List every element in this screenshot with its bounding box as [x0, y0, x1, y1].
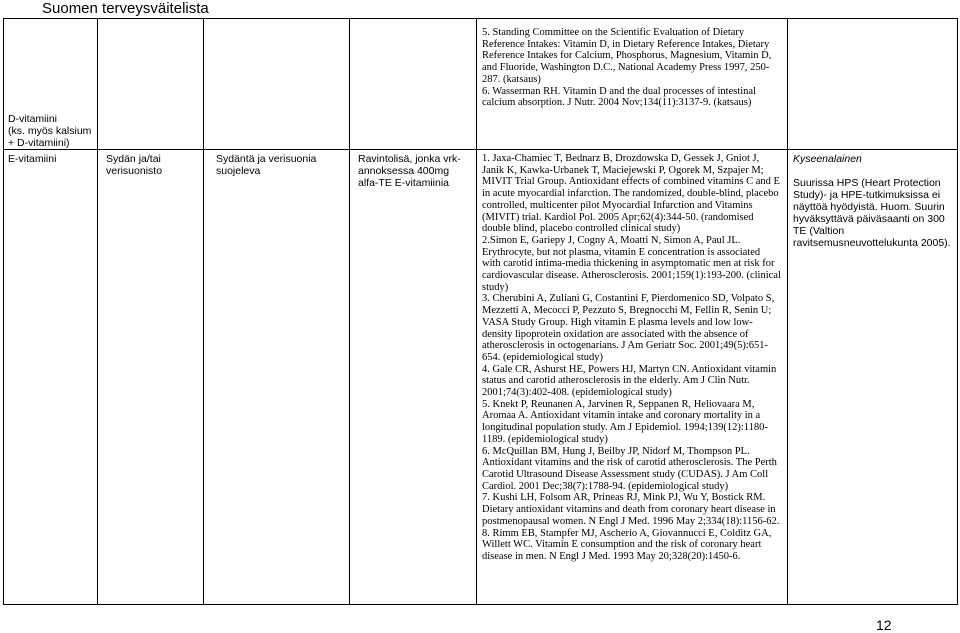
- cell-nutrient-vitamin-d: [4, 19, 98, 150]
- cell-empty: [350, 19, 477, 150]
- condition-text: Ravintolisä, jonka vrk-annoksessa 400mg alfa-TE E-vitamiinia: [358, 153, 461, 189]
- cell-empty: [788, 19, 958, 150]
- nutrient-name: E-vitamiini: [8, 153, 57, 165]
- cell-empty: [98, 19, 204, 150]
- health-claims-table: [3, 18, 958, 605]
- page-number: 12: [876, 617, 892, 633]
- cell-target: [98, 150, 204, 605]
- nutrient-note: (ks. myös kalsium: [8, 125, 92, 137]
- reference-item: 3. Cherubini A, Zuliani G, Costantini F, Pierdomenico SD, Volpato S, Mezzetti A, Mecocci P, Pezzuto S, Bregnocchi M, Fellin R, Senin U; VASA Study Group. High vitamin E plasma levels and low low-density lipoprotein oxidation are associated with the absence of atherosclerosis in octogenarians. J Am Geriatr Soc. 2001;49(5):651-654. (epidemiological study): [482, 293, 775, 363]
- nutrient-name: D-vitamiini: [8, 113, 58, 125]
- cell-claim: [204, 150, 350, 605]
- reference-item: 2.Simon E, Gariepy J, Cogny A, Moatti N, Simon A, Paul JL. Erythrocyte, but not plasma, vitamin E concentration is associated with carotid intima-media thickening in asymptomatic men at risk for cardiovascular disease. Atherosclerosis. 2001;159(1):193-200. (clinical study): [482, 234, 781, 293]
- cell-nutrient-vitamin-e: [4, 150, 98, 605]
- evaluation-text: Suurissa HPS (Heart Protection Study)- ja HPE-tutkimuksissa ei näyttöä hyödyistä. Huom. Suurin hyväksyttävä päiväsaanti on 300 TE (Valtion ravitsemusneuvottelukunta 2005).: [793, 177, 951, 249]
- reference-item: 6. Wasserman RH. Vitamin D and the dual processes of intestinal calcium absorption. J Nutr. 2004 Nov;134(11):3137-9. (katsaus): [482, 85, 756, 109]
- cell-references-vitamin-e: [477, 150, 788, 605]
- cell-evaluation: [788, 150, 958, 605]
- reference-item: 1. Jaxa-Chamiec T, Bednarz B, Drozdowska D, Gessek J, Gniot J, Janik K, Kawka-Urbanek T, Maciejewski P, Ogorek M, Szpajer M; MIVIT Trial Group. Antioxidant effects of combined vitamins C and E in acute myocardial infarction. The randomized, double-blind, placebo controlled, multicenter pilot Myocardial Infarction and Vitamins (MIVIT) trial. Kardiol Pol. 2005 Apr;62(4):344-50. (randomised double blind, placebo controlled clinical study): [482, 153, 780, 235]
- reference-item: 6. McQuillan BM, Hung J, Beilby JP, Nidorf M, Thompson PL. Antioxidant vitamins and the risk of carotid atherosclerosis. The Perth Carotid Ultrasound Disease Assessment study (CUDAS). J Am Coll Cardiol. 2001 Dec;38(7):1788-94. (epidemiological study): [482, 445, 777, 492]
- claim-text: Sydäntä ja verisuonia suojeleva: [216, 153, 317, 177]
- cell-condition: [350, 150, 477, 605]
- table-row-vitamin-d: [4, 19, 958, 150]
- reference-item: 8. Rimm EB, Stampfer MJ, Ascherio A, Giovannucci E, Colditz GA, Willett WC. Vitamin E consumption and the risk of coronary heart disease in men. N Engl J Med. 1993 May 20;328(20):1450-6.: [482, 527, 772, 562]
- evaluation-title: Kyseenalainen: [793, 153, 862, 165]
- reference-item: 4. Gale CR, Ashurst HE, Powers HJ, Martyn CN. Antioxidant vitamin status and carotid atherosclerosis in the elderly. Am J Clin Nutr. 2001;74(3):402-408. (epidemiological study): [482, 363, 777, 399]
- nutrient-note-cont: + D-vitamiini): [8, 137, 70, 149]
- reference-item: 5. Standing Committee on the Scientific Evaluation of Dietary Reference Intakes: Vitamin D, in Dietary Reference Intakes, Dietary Reference Intakes for Calcium, Phosphorus, Magnesium, Vitamin D, and Fluoride, Washington D.C., National Academy Press 1997, 250-287. (katsaus): [482, 27, 772, 85]
- cell-references-vitamin-d: [477, 19, 788, 150]
- target-area: Sydän ja/tai verisuonisto: [106, 153, 163, 177]
- reference-item: 5. Knekt P, Reunanen A, Jarvinen R, Seppanen R, Heliovaara M, Aromaa A. Antioxidant vitamin intake and coronary mortality in a longitudinal population study. Am J Epidemiol. 1994;139(12):1180-1189. (epidemiological study): [482, 398, 768, 445]
- table-row-vitamin-e: [4, 150, 958, 605]
- reference-item: 7. Kushi LH, Folsom AR, Prineas RJ, Mink PJ, Wu Y, Bostick RM. Dietary antioxidant vitamins and death from coronary heart disease in postmenopausal women. N Engl J Med. 1996 May 2;334(18):1156-62.: [482, 492, 780, 527]
- document-title: Suomen terveysväitelista: [42, 0, 209, 17]
- cell-empty: [204, 19, 350, 150]
